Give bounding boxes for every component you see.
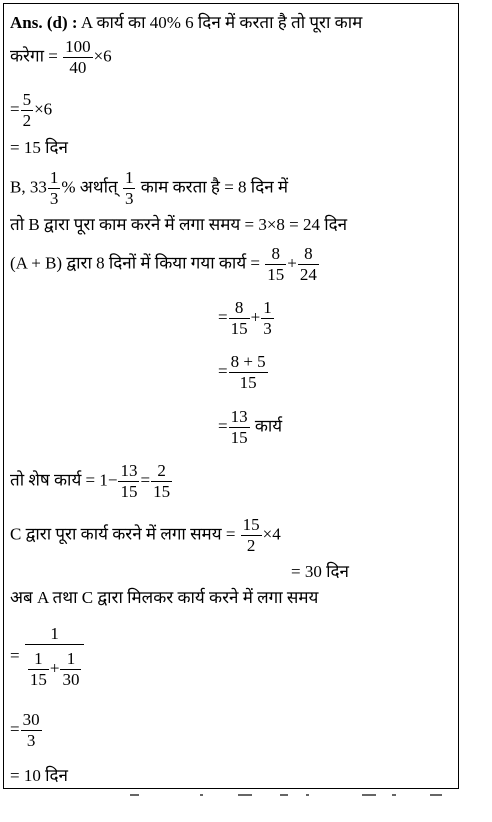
line-2-suffix: ×6 bbox=[93, 46, 112, 66]
line-13 bbox=[10, 515, 281, 556]
compound-fraction bbox=[25, 624, 85, 690]
denominator: 15 bbox=[153, 482, 171, 501]
line-6: तो B द्वारा पूरा काम करने में लगा समय = 3×8 = 24 दिन bbox=[10, 215, 348, 234]
line-8 bbox=[218, 298, 275, 339]
line-5 bbox=[10, 168, 288, 209]
numerator: 8 bbox=[298, 244, 319, 265]
denominator: 3 bbox=[124, 189, 134, 208]
numerator: 8 bbox=[265, 244, 286, 265]
line-13-prefix: C द्वारा पूरा कार्य करने में लगा समय = bbox=[10, 524, 236, 544]
fraction-15-2 bbox=[241, 515, 262, 556]
line-5-mid: % अर्थात् bbox=[61, 177, 118, 197]
fraction-13-15 bbox=[118, 461, 139, 502]
line-5-suffix: काम करता है = 8 दिन में bbox=[140, 177, 289, 197]
numerator: 13 bbox=[120, 461, 138, 480]
denominator: 2 bbox=[22, 111, 32, 130]
numerator: 100 bbox=[65, 37, 91, 56]
denominator: 24 bbox=[299, 265, 317, 284]
line-5-prefix: B, 33 bbox=[10, 177, 47, 197]
denominator: 3 bbox=[26, 731, 36, 750]
line-7 bbox=[10, 244, 320, 285]
numerator: 1 bbox=[49, 168, 59, 187]
line-2 bbox=[10, 37, 112, 78]
denominator: 15 bbox=[120, 482, 138, 501]
plus-sign: + bbox=[250, 307, 261, 327]
numerator: 13 bbox=[230, 407, 248, 426]
fraction-8-24 bbox=[298, 244, 319, 285]
line-17 bbox=[10, 710, 43, 751]
numerator: 1 bbox=[263, 298, 272, 317]
line-16 bbox=[10, 624, 85, 690]
line-7-prefix: (A + B) द्वारा 8 दिनों में किया गया कार्य = bbox=[10, 253, 261, 273]
fraction-8-15 bbox=[265, 244, 286, 285]
plus-sign: + bbox=[287, 253, 297, 273]
denominator: 2 bbox=[246, 536, 256, 555]
numerator: 1 bbox=[124, 168, 134, 187]
equals-sign: = bbox=[218, 416, 228, 436]
line-3-suffix: ×6 bbox=[34, 99, 53, 119]
line-4: = 15 दिन bbox=[10, 138, 68, 157]
denominator: 15 bbox=[230, 428, 248, 447]
numerator: 8 bbox=[229, 298, 250, 319]
fraction-1-3 bbox=[261, 298, 274, 339]
cropped-text-fragments bbox=[130, 793, 460, 799]
fraction-5-2 bbox=[21, 90, 34, 131]
numerator: 1 bbox=[28, 649, 49, 670]
fraction-1-3 bbox=[48, 168, 61, 209]
denominator: 15 bbox=[239, 373, 257, 392]
line-13-suffix: ×4 bbox=[262, 524, 281, 544]
numerator: 1 bbox=[60, 649, 81, 670]
denominator: 15 bbox=[29, 670, 47, 689]
line-1 bbox=[10, 13, 362, 33]
plus-sign: + bbox=[49, 658, 60, 678]
fraction-100-40 bbox=[63, 37, 93, 78]
solution-box bbox=[3, 3, 459, 789]
fraction-8-plus-5-15 bbox=[229, 352, 268, 393]
numerator: 2 bbox=[151, 461, 172, 482]
equals-sign: = bbox=[218, 361, 228, 381]
line-1-text: A कार्य का 40% 6 दिन में करता है तो पूरा काम bbox=[80, 13, 363, 32]
numerator: 5 bbox=[22, 90, 32, 109]
line-12-prefix: तो शेष कार्य = 1− bbox=[10, 470, 118, 490]
denominator: 15 bbox=[230, 319, 248, 338]
line-10 bbox=[218, 407, 282, 448]
denominator: 3 bbox=[263, 319, 272, 338]
fraction-1-30 bbox=[60, 649, 81, 690]
fraction-1-15 bbox=[28, 649, 49, 690]
line-2-prefix: करेगा = bbox=[10, 46, 58, 66]
fraction-2-15 bbox=[151, 461, 172, 502]
numerator: 1 bbox=[25, 624, 85, 645]
fraction-1-3 bbox=[123, 168, 136, 209]
answer-label: Ans. (d) : bbox=[10, 13, 78, 32]
line-12 bbox=[10, 461, 173, 502]
fraction-13-15 bbox=[229, 407, 250, 448]
numerator: 8 + 5 bbox=[230, 352, 266, 371]
equals-sign: = bbox=[10, 99, 20, 119]
fraction-8-15 bbox=[229, 298, 250, 339]
line-3 bbox=[10, 90, 52, 131]
line-18: = 10 दिन bbox=[10, 766, 68, 785]
line-15: अब A तथा C द्वारा मिलकर कार्य करने में लगा समय bbox=[10, 588, 319, 607]
denominator: 30 bbox=[62, 670, 80, 689]
equals-sign: = bbox=[218, 307, 228, 327]
karya-label: कार्य bbox=[254, 416, 283, 436]
denominator: 40 bbox=[69, 58, 87, 77]
denominator: 3 bbox=[49, 189, 59, 208]
numerator: 15 bbox=[242, 515, 260, 534]
fraction-30-3 bbox=[21, 710, 42, 751]
equals-sign: = bbox=[10, 719, 20, 739]
numerator: 30 bbox=[22, 710, 40, 729]
denominator bbox=[25, 645, 85, 690]
line-14: = 30 दिन bbox=[291, 562, 349, 581]
line-9 bbox=[218, 352, 269, 393]
equals-sign: = bbox=[10, 645, 20, 665]
equals-sign: = bbox=[140, 470, 151, 490]
denominator: 15 bbox=[267, 265, 285, 284]
